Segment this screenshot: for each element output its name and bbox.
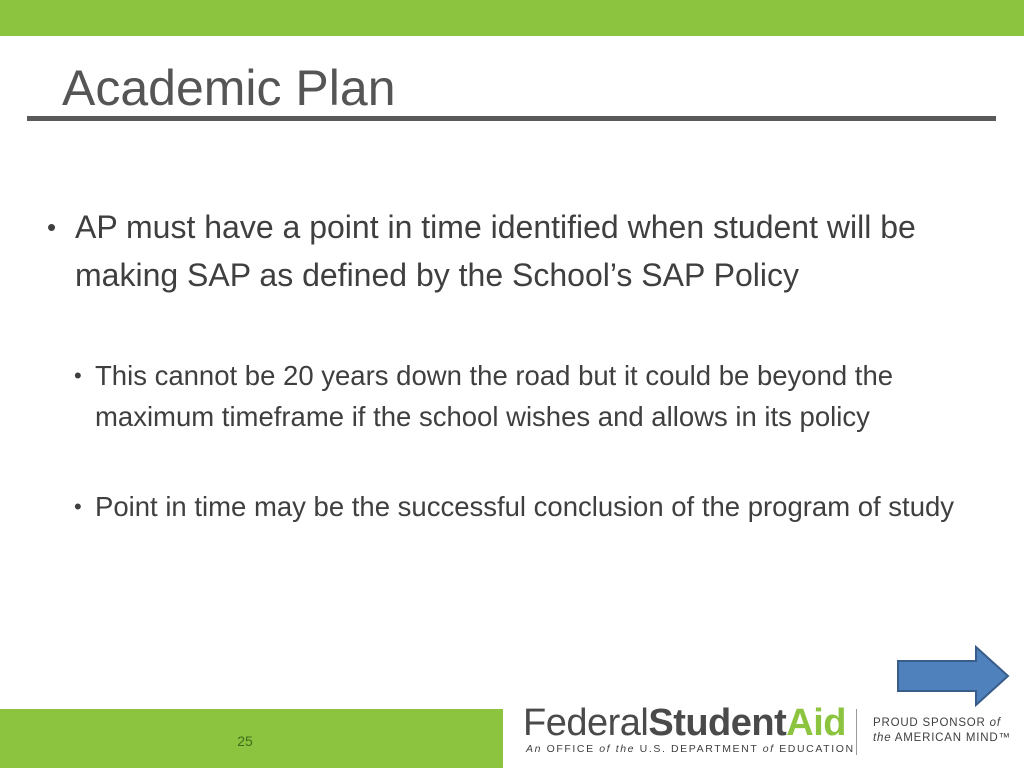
tagline-of: of [762, 743, 775, 755]
sub-bullet-text: This cannot be 20 years down the road but it could be beyond the maximum timeframe if the school wishes and allows in its policy [95, 360, 894, 432]
bullet-level2 [74, 486, 975, 527]
logo-federal: Federal [523, 702, 649, 744]
bullet-level2 [74, 355, 975, 437]
sponsor-of: of [989, 717, 1001, 729]
logo-tagline [526, 743, 855, 755]
right-arrow-icon[interactable] [896, 645, 1012, 707]
logo-divider [856, 709, 857, 755]
sponsor-the: the [873, 732, 892, 744]
tagline-dept: U.S. DEPARTMENT [639, 743, 759, 755]
federal-student-aid-logo [523, 700, 846, 746]
tagline-an: An [526, 743, 543, 755]
bullet-level1 [47, 203, 935, 299]
bullet-text: AP must have a point in time identified when student will be making SAP as defined by the School’s SAP Policy [75, 209, 916, 293]
sponsor-american-mind: AMERICAN MIND™ [894, 732, 1011, 744]
bullet-dot: • [74, 494, 82, 519]
tagline-education: EDUCATION [779, 743, 855, 755]
tagline-of: of [599, 743, 612, 755]
bullet-dot: • [47, 212, 57, 242]
sponsor-text [873, 716, 1011, 746]
bullet-dot: • [74, 363, 82, 388]
logo-student: Student [648, 702, 787, 744]
sponsor-line1 [873, 716, 1011, 731]
sponsor-proud: PROUD SPONSOR [873, 717, 986, 729]
sponsor-line2 [873, 731, 1011, 746]
logo-aid: Aid [786, 702, 846, 744]
next-slide-arrow-shape [898, 647, 1008, 705]
tagline-office: OFFICE [546, 743, 595, 755]
tagline-the: the [615, 743, 636, 755]
sub-bullet-text: Point in time may be the successful conclusion of the program of study [95, 491, 955, 522]
slide-number: 25 [237, 733, 253, 749]
slide-title: Academic Plan [62, 60, 396, 116]
